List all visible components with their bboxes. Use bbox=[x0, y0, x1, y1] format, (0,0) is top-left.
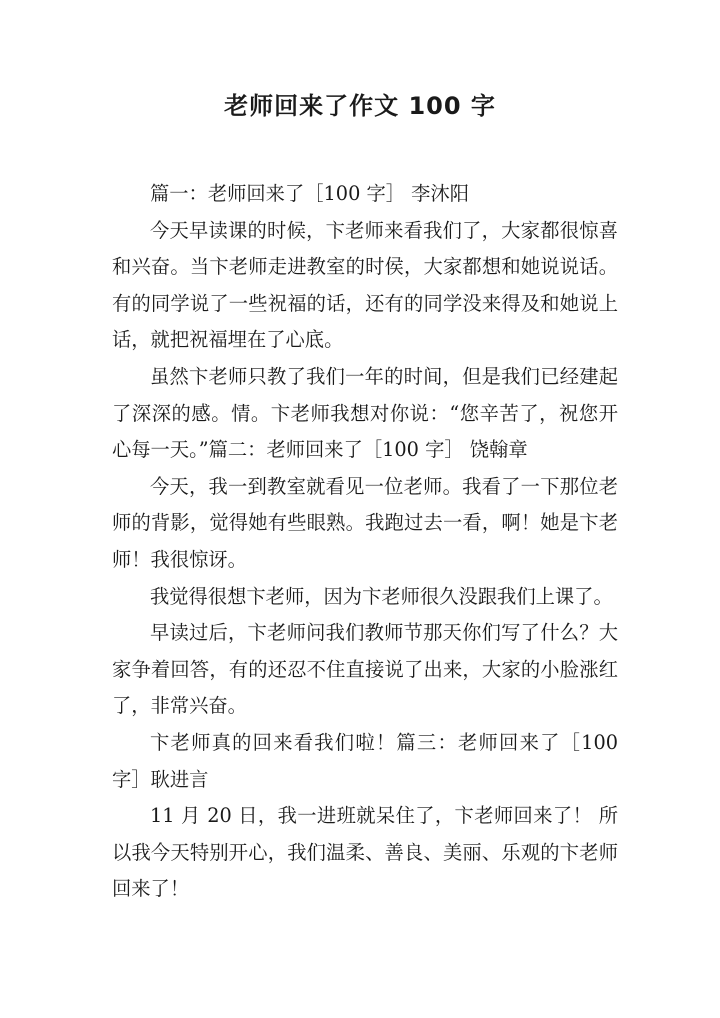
paragraph: 我觉得很想卞老师，因为卞老师很久没跟我们上课了。 bbox=[150, 584, 613, 608]
paragraph: 11 月 20 日，我一进班就呆住了，卞老师回来了！ 所以我今天特别开心，我们温柔、善良、美丽、乐观的卞老师回来了！ bbox=[112, 804, 618, 901]
paragraph: 今天早读课的时候，卞老师来看我们了，大家都很惊喜和兴奋。当卞老师走进教室的时侯，大家都想和她说说话。有的同学说了一些祝福的话，还有的同学没来得及和她说上话，就把祝福埋在了心底。 bbox=[112, 218, 618, 352]
paragraph: 今天，我一到教室就看见一位老师。我看了一下那位老师的背影，觉得她有些眼熟。我跑过去一看，啊！她是卞老师！我很惊讶。 bbox=[112, 474, 618, 571]
document-body bbox=[112, 176, 618, 908]
paragraph: 早读过后，卞老师问我们教师节那天你们写了什么？大家争着回答，有的还忍不住直接说了出来，大家的小脸涨红了，非常兴奋。 bbox=[112, 621, 618, 718]
paragraph: 虽然卞老师只教了我们一年的时间，但是我们已经建起了深深的感。情。卞老师我想对你说：“您辛苦了，祝您开心每一天。”篇二：老师回来了［100 字］ 饶翰章 bbox=[112, 364, 618, 462]
paragraph: 卞老师真的回来看我们啦！篇三：老师回来了［100 字］耿进言 bbox=[112, 730, 618, 791]
paragraph-essay-1-heading: 篇一：老师回来了［100 字］ 李沐阳 bbox=[150, 182, 469, 205]
document-title: 老师回来了作文 100 字 bbox=[224, 92, 496, 120]
